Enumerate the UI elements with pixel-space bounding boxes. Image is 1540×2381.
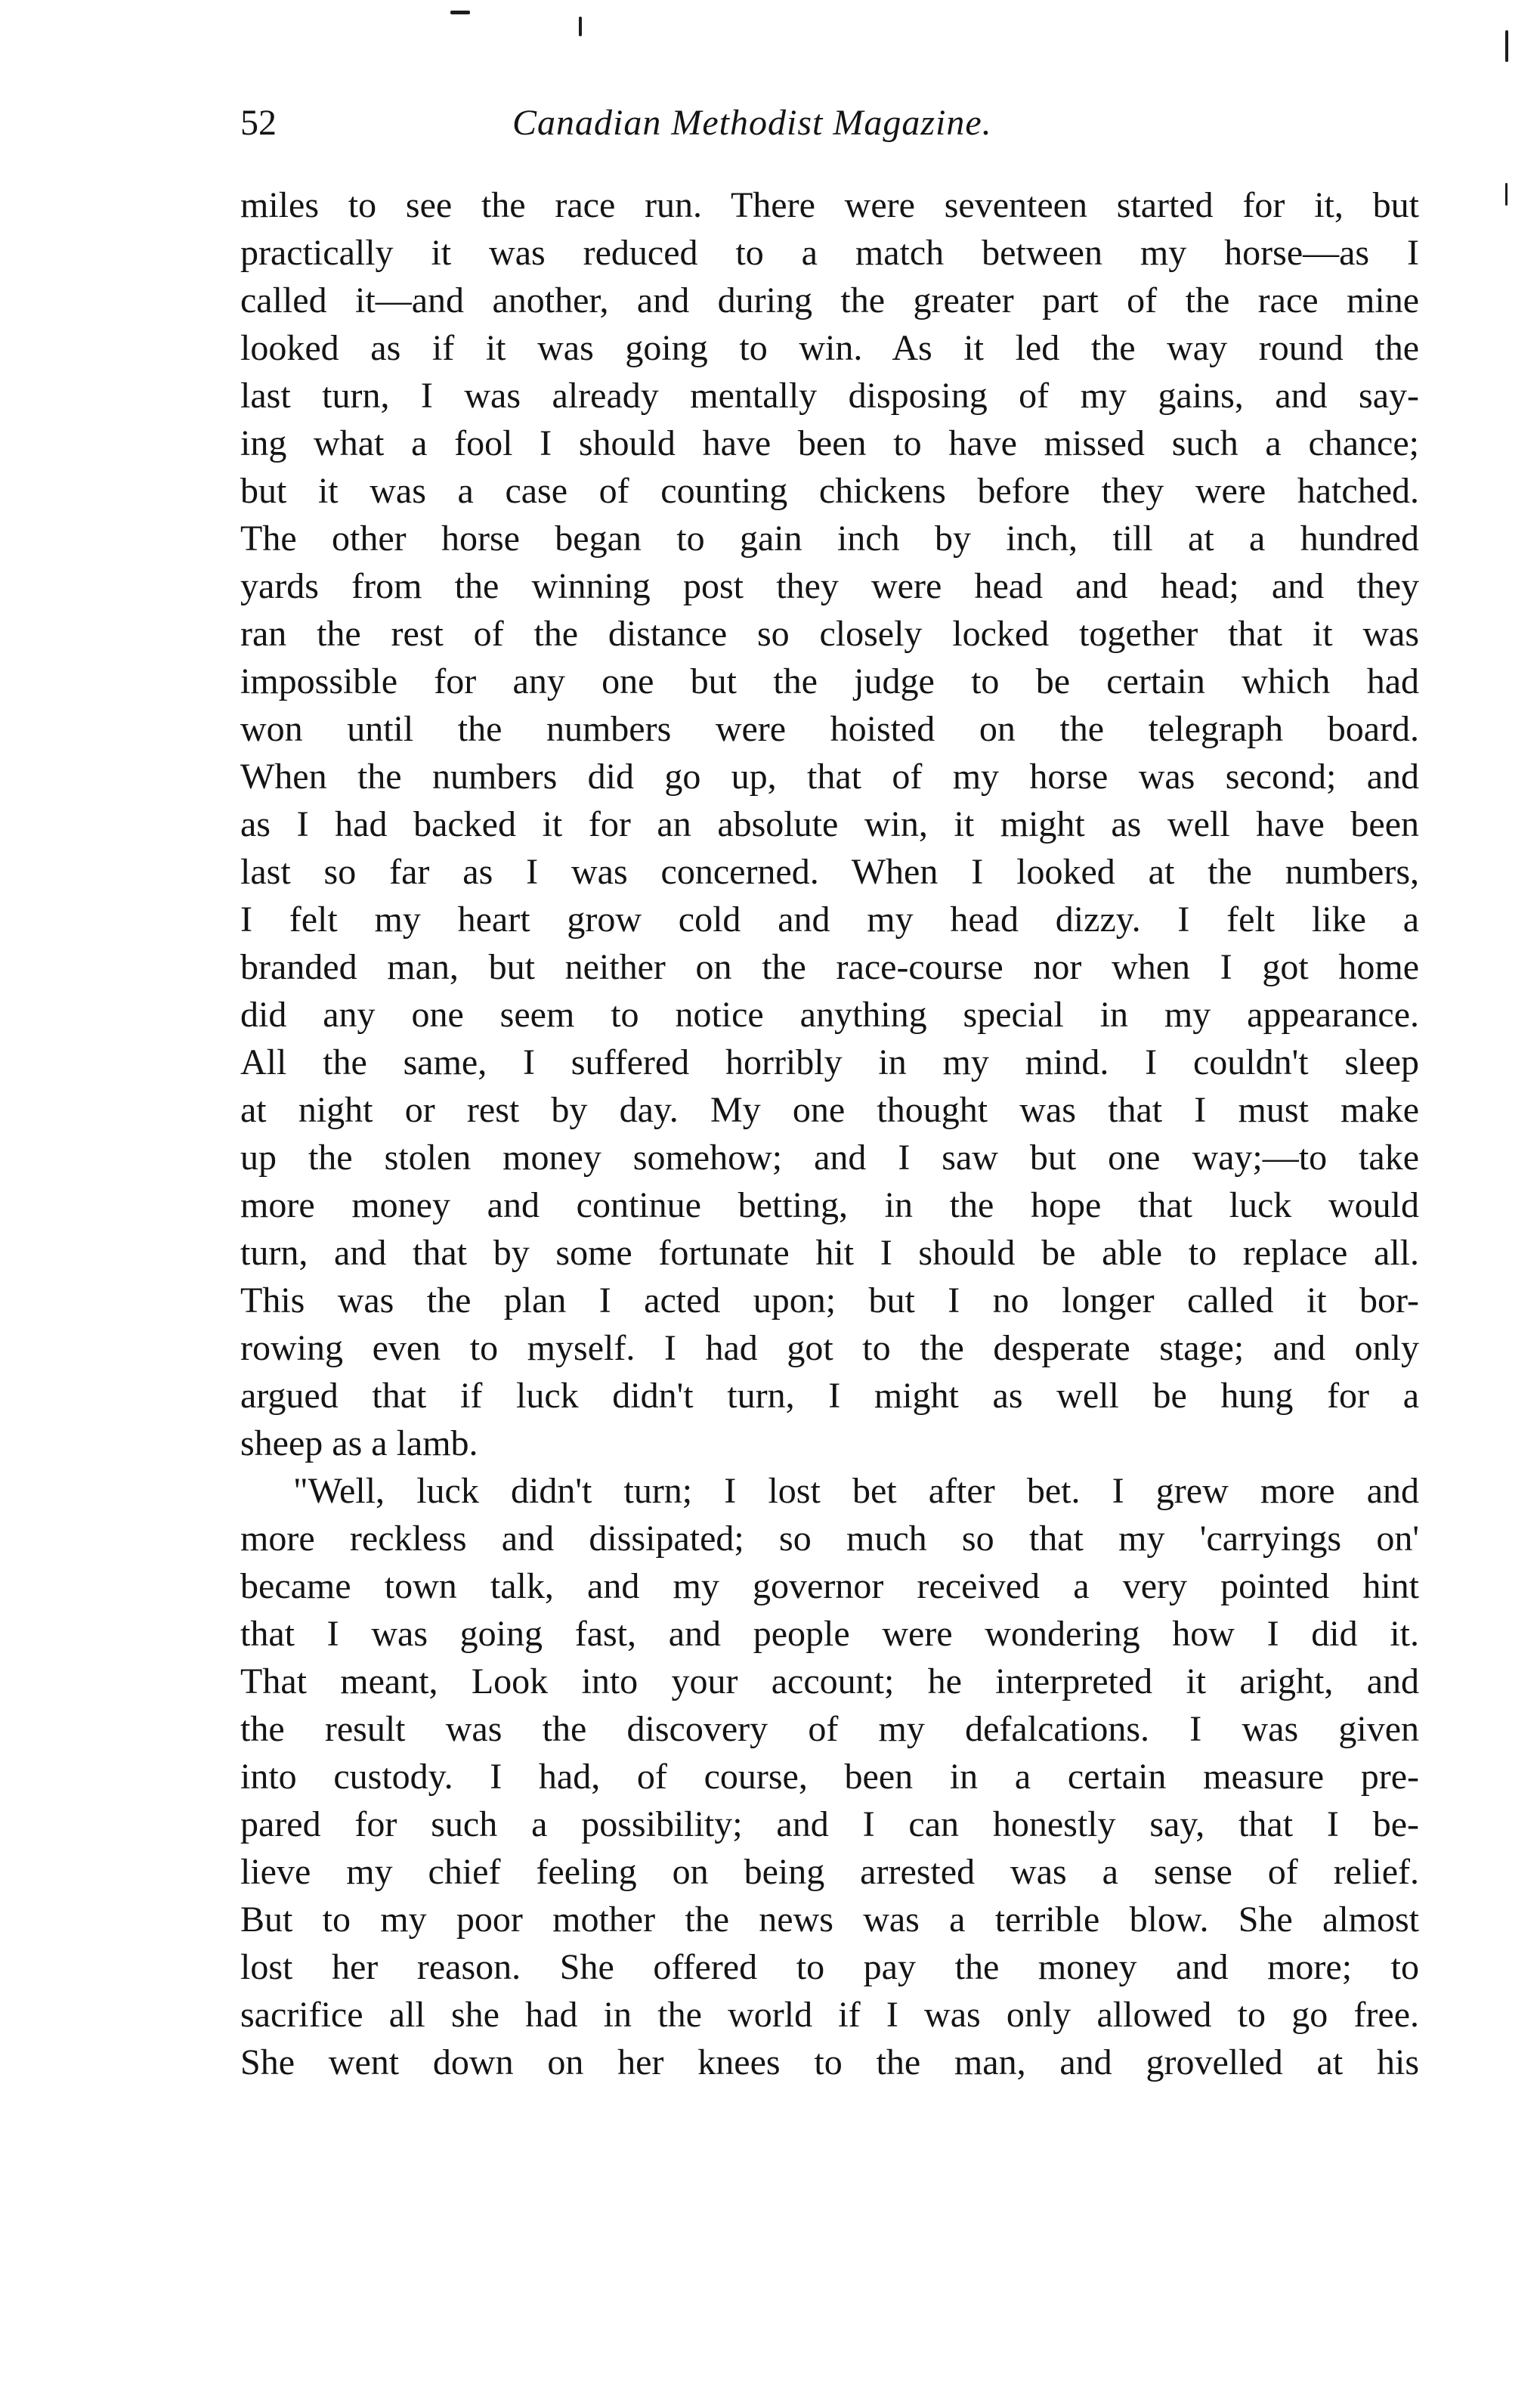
scan-speck [1505, 30, 1508, 62]
text-line: at night or rest by day. My one thought was that I must make [240, 1090, 1419, 1130]
text-line: yards from the winning post they were head and head; and they [240, 566, 1419, 606]
page-number: 52 [240, 103, 277, 143]
scan-speck [1505, 183, 1508, 206]
text-line: won until the numbers were hoisted on the telegraph board. [240, 709, 1419, 749]
text-line: last so far as I was concerned. When I looked at the numbers, [240, 852, 1419, 892]
text-line: called it—and another, and during the greater part of the race mine [240, 280, 1419, 320]
text-line: impossible for any one but the judge to be certain which had [240, 661, 1419, 701]
page-header [240, 97, 1419, 157]
text-line: but it was a case of counting chickens before they were hatched. [240, 471, 1419, 511]
text-line: turn, and that by some fortunate hit I should be able to replace all. [240, 1233, 1419, 1273]
body-text [240, 181, 1419, 2086]
text-line: more money and continue betting, in the hope that luck would [240, 1185, 1419, 1225]
text-line: rowing even to myself. I had got to the desperate stage; and only [240, 1328, 1419, 1368]
text-line: practically it was reduced to a match between my horse—as I [240, 233, 1419, 273]
text-line: ing what a fool I should have been to have missed such a chance; [240, 423, 1419, 463]
text-line: up the stolen money somehow; and I saw but one way;—to take [240, 1138, 1419, 1178]
text-line: sheep as a lamb. [240, 1423, 478, 1463]
text-line: branded man, but neither on the race-course nor when I got home [240, 947, 1419, 987]
text-line: All the same, I suffered horribly in my mind. I couldn't sleep [240, 1042, 1419, 1082]
text-line: I felt my heart grow cold and my head dizzy. I felt like a [240, 899, 1419, 940]
text-line: ran the rest of the distance so closely locked together that it was [240, 614, 1419, 654]
text-line: more reckless and dissipated; so much so that my 'carryings on' [240, 1519, 1419, 1559]
text-line: When the numbers did go up, that of my horse was second; and [240, 757, 1419, 797]
scan-speck [450, 11, 470, 14]
text-line: last turn, I was already mentally disposing of my gains, and say- [240, 376, 1419, 416]
text-line: lieve my chief feeling on being arrested was a sense of relief. [240, 1852, 1419, 1892]
running-head: Canadian Methodist Magazine. [512, 103, 992, 143]
scan-speck [579, 17, 582, 36]
text-line: pared for such a possibility; and I can honestly say, that I be- [240, 1804, 1419, 1844]
text-line: as I had backed it for an absolute win, it might as well have been [240, 804, 1419, 844]
text-line: She went down on her knees to the man, and grovelled at his [240, 2042, 1419, 2082]
text-line: miles to see the race run. There were seventeen started for it, but [240, 185, 1419, 225]
text-line: the result was the discovery of my defalcations. I was given [240, 1709, 1419, 1749]
paragraph [240, 181, 1419, 1467]
text-line: lost her reason. She offered to pay the money and more; to [240, 1947, 1419, 1987]
text-line: But to my poor mother the news was a terrible blow. She almost [240, 1900, 1419, 1940]
text-line: looked as if it was going to win. As it led the way round the [240, 328, 1419, 368]
text-line: sacrifice all she had in the world if I was only allowed to go free. [240, 1995, 1419, 2035]
text-line: This was the plan I acted upon; but I no longer called it bor- [240, 1280, 1419, 1321]
text-line: into custody. I had, of course, been in a certain measure pre- [240, 1757, 1419, 1797]
text-line: did any one seem to notice anything special in my appearance. [240, 995, 1419, 1035]
text-line: "Well, luck didn't turn; I lost bet after bet. I grew more and [293, 1471, 1419, 1511]
text-line: that I was going fast, and people were wondering how I did it. [240, 1614, 1419, 1654]
paragraph [240, 1467, 1419, 2086]
text-line: The other horse began to gain inch by inch, till at a hundred [240, 519, 1419, 559]
text-line: argued that if luck didn't turn, I might as well be hung for a [240, 1376, 1419, 1416]
text-line: became town talk, and my governor received a very pointed hint [240, 1566, 1419, 1606]
text-line: That meant, Look into your account; he interpreted it aright, and [240, 1661, 1419, 1701]
